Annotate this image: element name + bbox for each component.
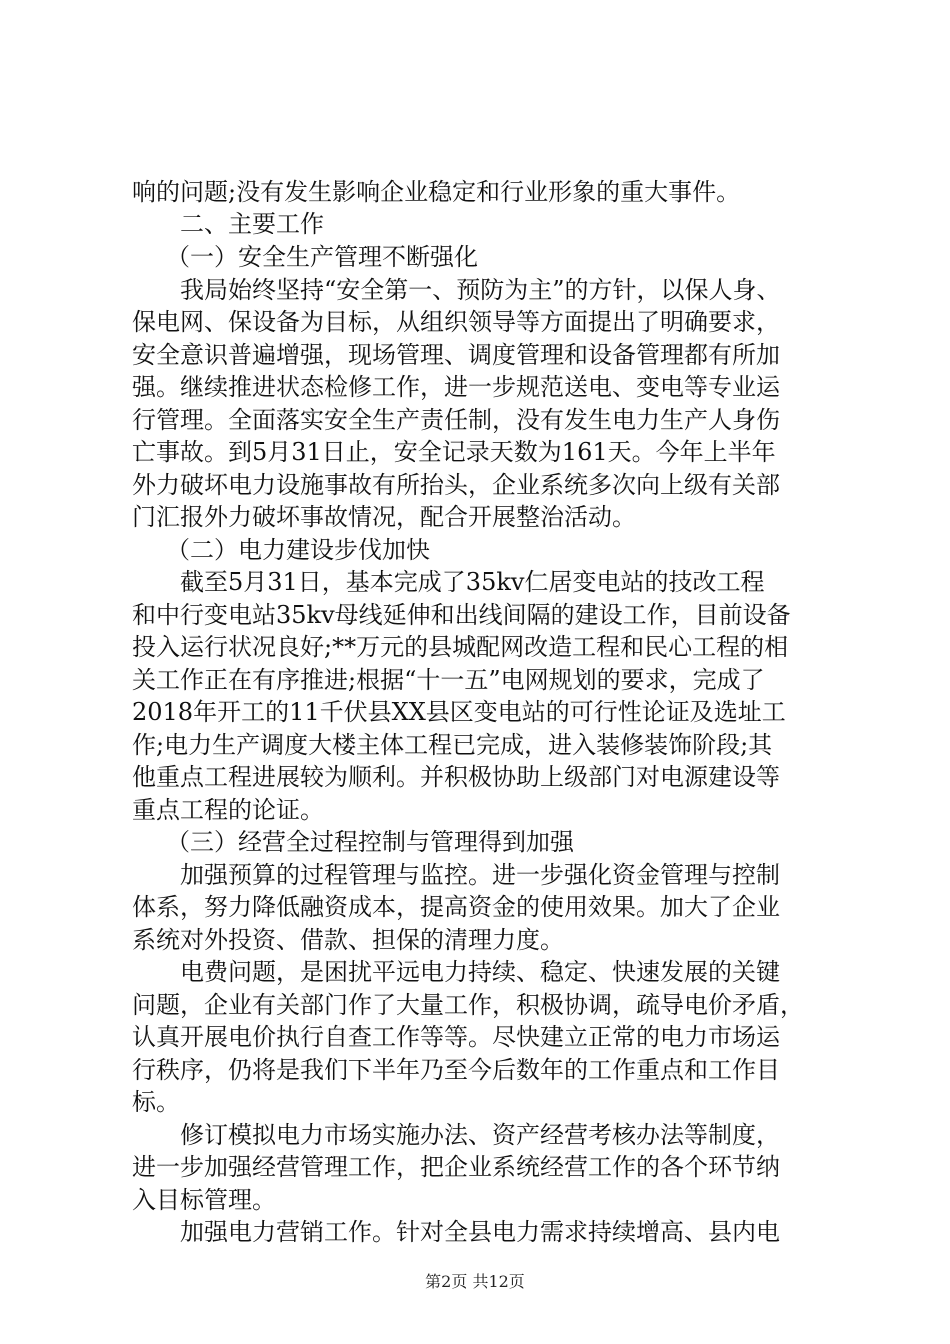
text-line: 加强电力营销工作。针对全县电力需求持续增高、县内电 bbox=[180, 1218, 780, 1246]
text-line: 加强预算的过程管理与监控。进一步强化资金管理与控制 bbox=[180, 861, 780, 889]
text-line: 系统对外投资、借款、担保的清理力度。 bbox=[132, 926, 564, 954]
text-line: 截至5月31日，基本完成了35kv仁居变电站的技改工程 bbox=[180, 568, 765, 596]
section-heading: 二、主要工作 bbox=[180, 210, 324, 238]
text-line: 门汇报外力破坏事故情况，配合开展整治活动。 bbox=[132, 503, 636, 531]
text-line: 作;电力生产调度大楼主体工程已完成，进入装修装饰阶段;其 bbox=[132, 731, 773, 759]
text-line: 电费问题，是困扰平远电力持续、稳定、快速发展的关键 bbox=[180, 958, 780, 986]
text-line: 保电网、保设备为目标，从组织领导等方面提出了明确要求， bbox=[132, 308, 780, 336]
text-line: 和中行变电站35kv母线延伸和出线间隔的建设工作，目前设备 bbox=[132, 601, 791, 629]
text-line: 行管理。全面落实安全生产责任制，没有发生电力生产人身伤 bbox=[132, 406, 780, 434]
text-line: 修订模拟电力市场实施办法、资产经营考核办法等制度， bbox=[180, 1121, 780, 1149]
text-line: 体系，努力降低融资成本，提高资金的使用效果。加大了企业 bbox=[132, 893, 780, 921]
text-line: 我局始终坚持“安全第一、预防为主”的方针，以保人身、 bbox=[180, 276, 781, 304]
text-line: 亡事故。到5月31日止，安全记录天数为161天。今年上半年 bbox=[132, 438, 776, 466]
text-line: 2018年开工的11千伏县XX县区变电站的可行性论证及选址工 bbox=[132, 698, 786, 726]
text-line: 安全意识普遍增强，现场管理、调度管理和设备管理都有所加 bbox=[132, 341, 780, 369]
text-line: 进一步加强经营管理工作，把企业系统经营工作的各个环节纳 bbox=[132, 1153, 780, 1181]
text-line: 标。 bbox=[132, 1088, 180, 1116]
text-line: 强。继续推进状态检修工作，进一步规范送电、变电等专业运 bbox=[132, 373, 780, 401]
text-line: 关工作正在有序推进;根据“十一五”电网规划的要求，完成了 bbox=[132, 666, 765, 694]
subsection-heading: （三）经营全过程控制与管理得到加强 bbox=[166, 828, 574, 856]
text-line: 响的问题;没有发生影响企业稳定和行业形象的重大事件。 bbox=[132, 178, 741, 206]
page-number-footer: 第2页 共12页 bbox=[425, 1272, 525, 1291]
text-line: 入目标管理。 bbox=[132, 1186, 276, 1214]
subsection-heading: （二）电力建设步伐加快 bbox=[166, 536, 430, 564]
subsection-heading: （一）安全生产管理不断强化 bbox=[166, 243, 478, 271]
text-line: 外力破坏电力设施事故有所抬头，企业系统多次向上级有关部 bbox=[132, 471, 780, 499]
text-line: 认真开展电价执行自查工作等等。尽快建立正常的电力市场运 bbox=[132, 1023, 780, 1051]
text-line: 问题，企业有关部门作了大量工作，积极协调，疏导电价矛盾， bbox=[132, 991, 804, 1019]
text-line: 投入运行状况良好;**万元的县城配网改造工程和民心工程的相 bbox=[132, 633, 789, 661]
text-line: 行秩序，仍将是我们下半年乃至今后数年的工作重点和工作目 bbox=[132, 1056, 780, 1084]
text-line: 他重点工程进展较为顺利。并积极协助上级部门对电源建设等 bbox=[132, 763, 780, 791]
text-line: 重点工程的论证。 bbox=[132, 796, 324, 824]
